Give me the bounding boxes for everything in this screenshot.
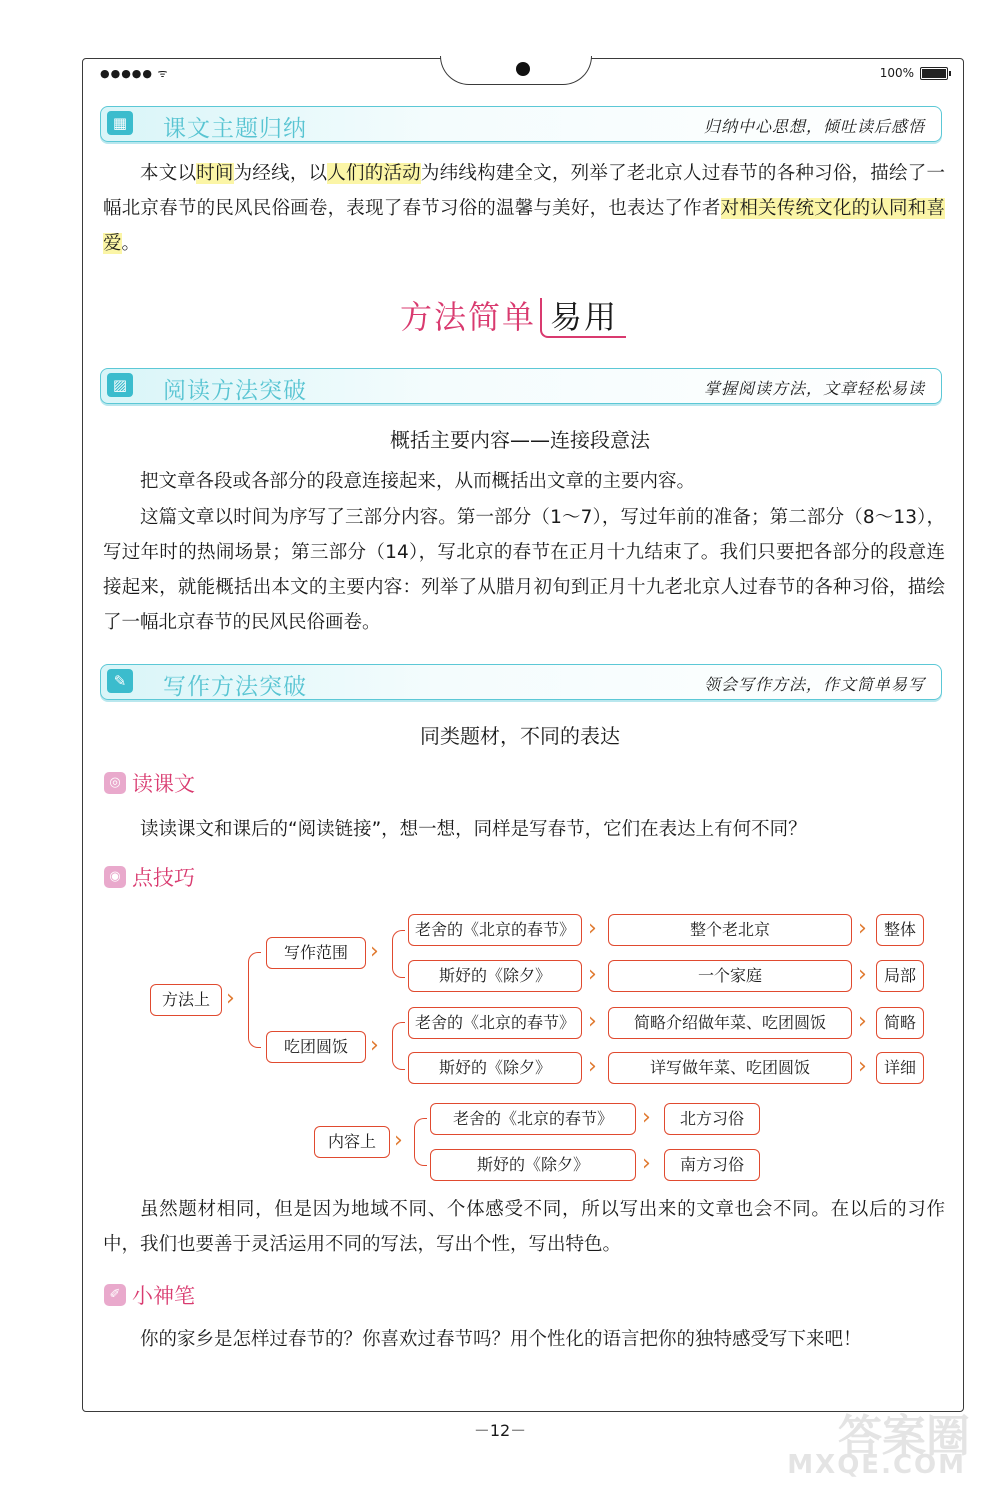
read-text-paragraph: 读读课文和课后的“阅读链接”，想一想，同样是写春节，它们在表达上有何不同？ [140,819,807,840]
reading-paragraph-2: 这篇文章以时间为序写了三部分内容。第一部分（1～7），写过年前的准备；第二部分（8～13），写过年时的热闹场景；第三部分（14），写北京的春节在正月十九结束了。我们只要把各部分的段意连接起来，就能概括出本文的主要内容：列举了从腊月初旬到正月十九老北京人过春节的各种习俗，描绘了一幅北京春节的民风民俗画卷。 [103,507,945,633]
edit-icon: ✎ [107,669,133,693]
theme-icon: ▦ [107,111,133,135]
diagram-branch-scope: 写作范围 [266,937,366,969]
diagram-root-content: 内容上 [314,1126,390,1158]
reading-paragraph-1: 把文章各段或各部分的段意连接起来，从而概括出文章的主要内容。 [140,471,696,492]
section-title: 阅读方法突破 [163,378,307,404]
diagram-a2: 斯妤的《除夕》 [408,960,582,992]
section-subtitle: 归纳中心思想，倾吐读后感悟 [703,117,925,136]
diagram-b2-tag: 详细 [876,1052,924,1084]
section-title: 写作方法突破 [163,674,307,700]
diagram-a2-desc: 一个家庭 [608,960,852,992]
diagram-c2: 斯妤的《除夕》 [430,1149,636,1181]
section-subtitle: 领会写作方法，作文简单易写 [703,675,925,694]
section-header-writing [100,664,942,700]
magnifier-icon: ◎ [104,772,126,794]
page-number: －12－ [473,1421,527,1440]
diagram-c2-tag: 南方习俗 [664,1149,760,1181]
section-header-theme [100,106,942,142]
reading-method-heading: 概括主要内容——连接段意法 [390,428,650,452]
diagram-b1-desc: 简略介绍做年菜、吃团圆饭 [608,1007,852,1039]
battery-text: 100% [879,66,914,80]
summary-paragraph: 虽然题材相同，但是因为地域不同、个体感受不同，所以写出来的文章也会不同。在以后的习作中，我们也要善于灵活运用不同的写法，写出个性，写出特色。 [103,1199,945,1255]
section-header-reading [100,368,942,404]
chart-icon: ▨ [107,373,133,397]
section-title: 课文主题归纳 [163,116,307,142]
battery-icon [920,67,948,80]
signal-indicator: ●●●●● ᯤ [100,67,169,80]
writing-method-heading: 同类题材，不同的表达 [420,724,620,748]
watermark-url: MXQE.COM [787,1450,966,1480]
watermark-logo: 答案圈 [838,1411,970,1462]
diagram-a1-desc: 整个老北京 [608,914,852,946]
diagram-b1: 老舍的《北京的春节》 [408,1007,582,1039]
section-subtitle: 掌握阅读方法，文章轻松易读 [703,379,925,398]
diagram-root-method: 方法上 [150,984,222,1016]
theme-paragraph: 本文以时间为经线，以人们的活动为纬线构建全文，列举了老北京人过春节的各种习俗，描绘了一幅北京春节的民风民俗画卷，表现了春节习俗的温馨与美好，也表达了作者对相关传统文化的认同和喜爱。 [103,163,945,254]
battery-status [880,66,948,80]
tips-heading: ◉ 点技巧 [104,862,195,892]
diagram-a1: 老舍的《北京的春节》 [408,914,582,946]
read-text-heading: ◎ 读课文 [104,768,195,798]
diagram-a2-tag: 局部 [876,960,924,992]
pen-heading: ✐ 小神笔 [104,1280,195,1310]
person-icon: ◉ [104,866,126,888]
diagram-c1-tag: 北方习俗 [664,1103,760,1135]
method-banner: 方法简单 易用 [400,292,626,338]
diagram-b1-tag: 简略 [876,1007,924,1039]
diagram-c1: 老舍的《北京的春节》 [430,1103,636,1135]
pen-paragraph: 你的家乡是怎样过春节的？你喜欢过春节吗？用个性化的语言把你的独特感受写下来吧！ [140,1329,862,1350]
pen-icon: ✐ [104,1284,126,1306]
camera-icon [516,62,530,76]
diagram-b2-desc: 详写做年菜、吃团圆饭 [608,1052,852,1084]
diagram-a1-tag: 整体 [876,914,924,946]
diagram-b2: 斯妤的《除夕》 [408,1052,582,1084]
diagram-branch-dinner: 吃团圆饭 [266,1031,366,1063]
